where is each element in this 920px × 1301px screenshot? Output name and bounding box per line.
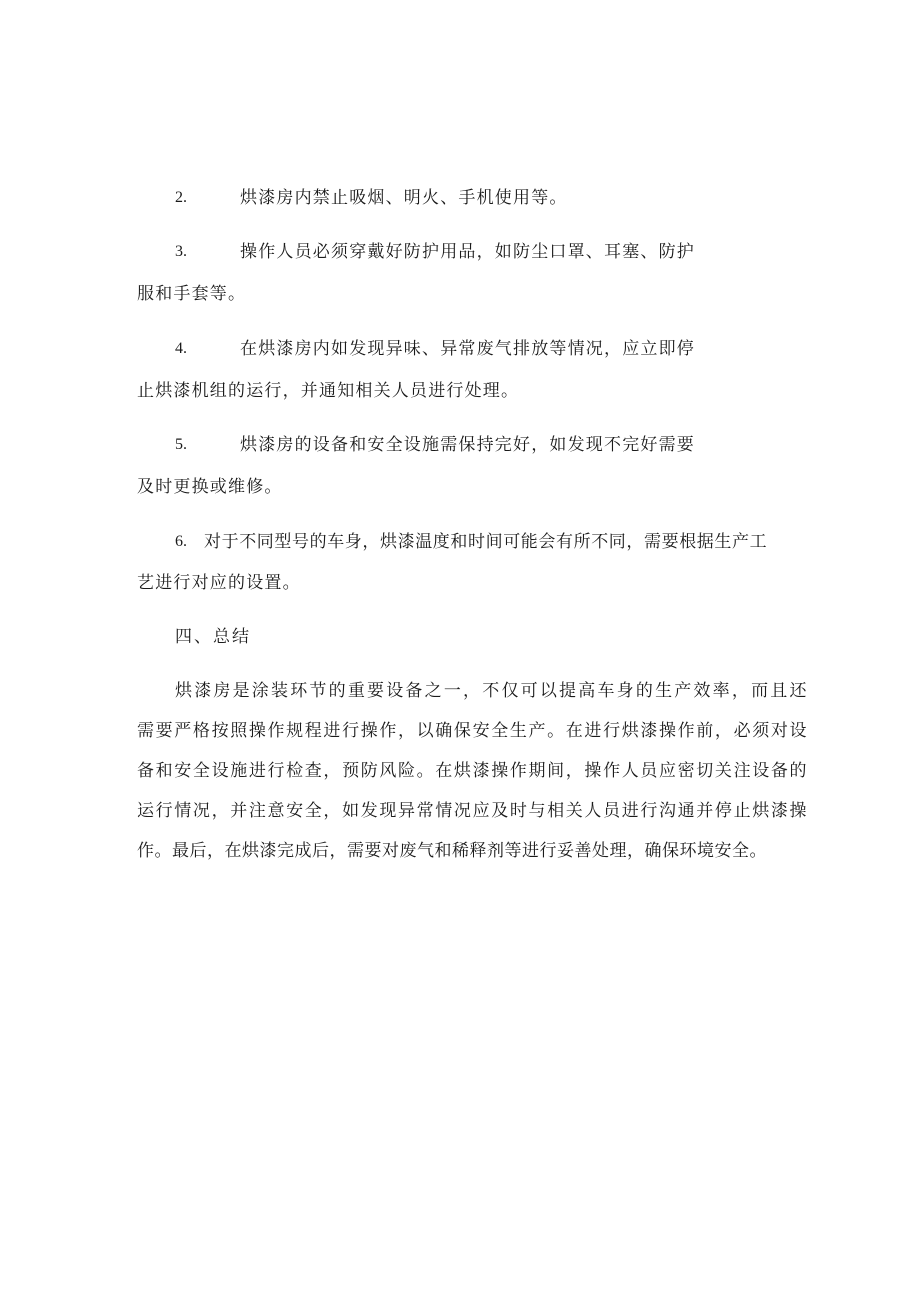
- list-item-text: 对于不同型号的车身，烘漆温度和时间可能会有所不同，需要根据生产工: [204, 532, 768, 552]
- list-item-number: 6.: [175, 533, 187, 550]
- summary-line: 作。最后，在烘漆完成后，需要对废气和稀释剂等进行妥善处理，确保环境安全。: [137, 841, 767, 861]
- summary-line: 运行情况，并注意安全，如发现异常情况应及时与相关人员进行沟通并停止烘漆操: [137, 801, 807, 821]
- list-item-text: 在烘漆房内如发现异味、异常废气排放等情况，应立即停: [240, 339, 695, 359]
- list-item-text: 烘漆房内禁止吸烟、明火、手机使用等。: [240, 188, 568, 208]
- list-item-text: 服和手套等。: [137, 284, 247, 304]
- list-item-text: 艺进行对应的设置。: [137, 573, 301, 593]
- section-heading: 四、总结: [175, 627, 251, 647]
- summary-line: 需要严格按照操作规程进行操作，以确保安全生产。在进行烘漆操作前，必须对设: [137, 721, 807, 741]
- summary-line: 烘漆房是涂装环节的重要设备之一，不仅可以提高车身的生产效率，而且还: [175, 681, 807, 701]
- list-item-number: 5.: [175, 436, 187, 453]
- list-item-number: 2.: [175, 189, 187, 206]
- list-item-number: 3.: [175, 243, 187, 260]
- summary-line: 备和安全设施进行检查，预防风险。在烘漆操作期间，操作人员应密切关注设备的: [137, 761, 807, 781]
- list-item-text: 止烘漆机组的运行，并通知相关人员进行处理。: [137, 381, 520, 401]
- list-item-text: 操作人员必须穿戴好防护用品，如防尘口罩、耳塞、防护: [240, 242, 695, 262]
- list-item-text: 及时更换或维修。: [137, 477, 283, 497]
- list-item-number: 4.: [175, 340, 187, 357]
- list-item-text: 烘漆房的设备和安全设施需保持完好，如发现不完好需要: [240, 435, 695, 455]
